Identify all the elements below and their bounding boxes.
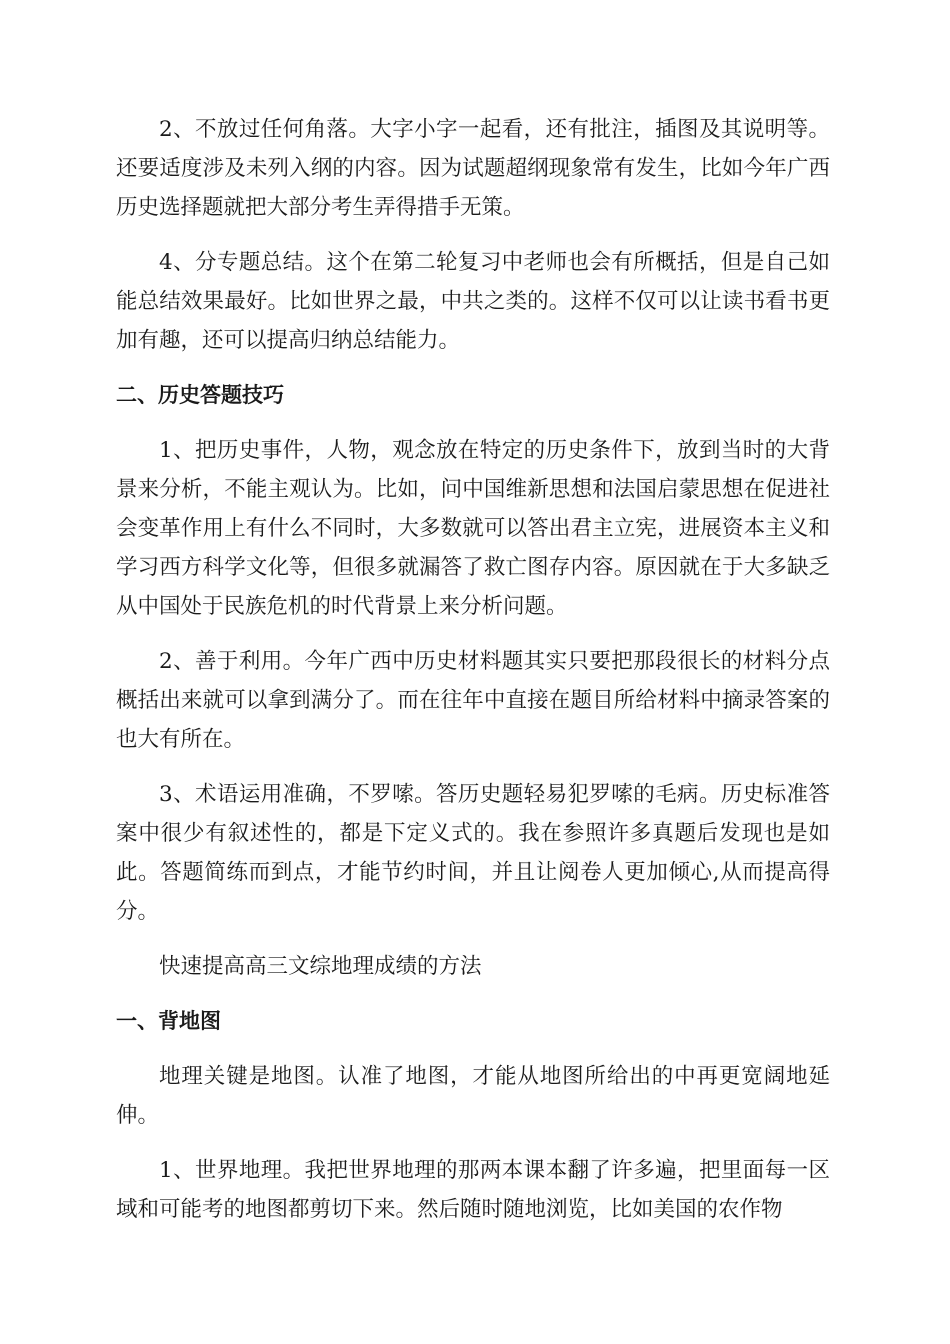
paragraph-geography-title: 快速提高高三文综地理成绩的方法 xyxy=(159,954,482,979)
heading-history-answer-tips: 二、历史答题技巧 xyxy=(116,383,284,407)
paragraph-historical-context: 1、把历史事件，人物，观念放在特定的历史条件下，放到当时的大背景来分析，不能主观认为。比如，问中国维新思想和法国启蒙思想在促进社会变革作用上有什么不同时，大多数就可以答出君主立宪，进展资本主义和学习西方科学文化等，但很多就漏答了救亡图存内容。原因就在于大多缺乏从中国处于民族危机的时代背景上来分析问题。 xyxy=(116,438,830,619)
paragraph-not-miss-corners: 2、不放过任何角落。大字小字一起看，还有批注，插图及其说明等。还要适度涉及未列入纲的内容。因为试题超纲现象常有发生，比如今年广西历史选择题就把大部分考生弄得措手无策。 xyxy=(116,117,830,220)
heading-memorize-maps: 一、背地图 xyxy=(116,1009,221,1033)
paragraph-topic-summary: 4、分专题总结。这个在第二轮复习中老师也会有所概括，但是自己如能总结效果最好。比如世界之最，中共之类的。这样不仅可以让读书看书更加有趣，还可以提高归纳总结能力。 xyxy=(116,250,830,353)
paragraph-precise-terms: 3、术语运用准确，不罗嗦。答历史题轻易犯罗嗦的毛病。历史标准答案中很少有叙述性的，都是下定义式的。我在参照许多真题后发现也是如此。答题简练而到点，才能节约时间，并且让阅卷人更加倾心,从而提高得分。 xyxy=(116,782,830,924)
paragraph-use-material: 2、善于利用。今年广西中历史材料题其实只要把那段很长的材料分点概括出来就可以拿到满分了。而在往年中直接在题目所给材料中摘录答案的也大有所在。 xyxy=(116,649,830,752)
document-body xyxy=(116,110,830,1245)
paragraph-maps-key: 地理关键是地图。认准了地图，才能从地图所给出的中再更宽阔地延伸。 xyxy=(116,1064,830,1128)
paragraph-world-geography: 1、世界地理。我把世界地理的那两本课本翻了许多遍，把里面每一区域和可能考的地图都剪切下来。然后随时随地浏览，比如美国的农作物 xyxy=(116,1158,830,1222)
